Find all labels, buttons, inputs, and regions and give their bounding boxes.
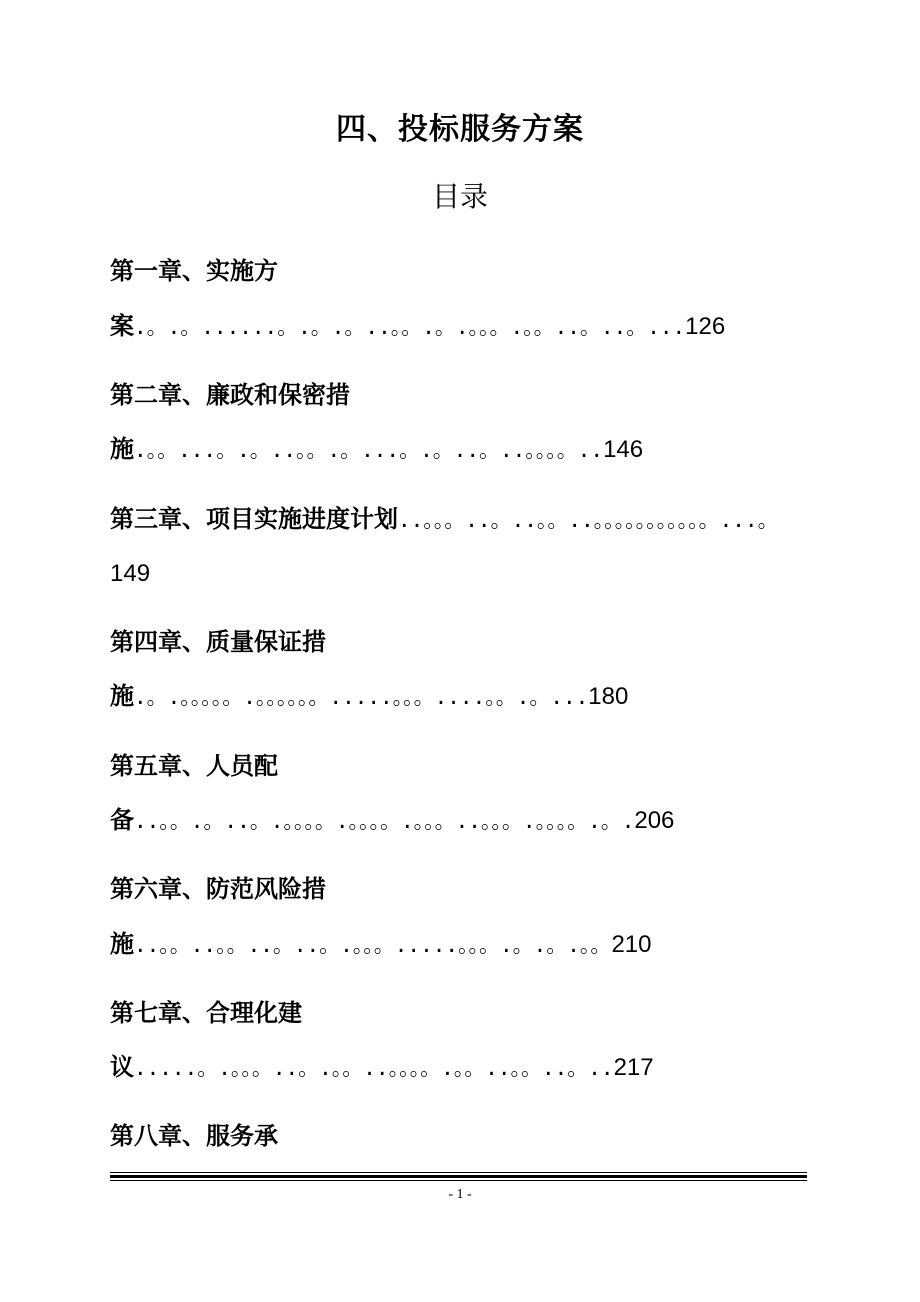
toc-entry-lead: 案	[110, 311, 134, 340]
toc-heading-5: 第五章、人员配	[110, 751, 278, 780]
toc-page-number: 149	[110, 560, 151, 587]
toc-entry-lead: 施	[110, 929, 134, 958]
footer-rule	[110, 1175, 807, 1178]
toc-page-number: 206	[634, 807, 675, 834]
toc-heading-4: 第四章、质量保证措	[110, 627, 326, 656]
toc-entry-lead: 议	[110, 1052, 134, 1081]
toc-leader-dots: ..。。..。。..。..。.。。。.....。。。.。.。.。。	[134, 933, 612, 957]
toc-entry-1-continuation	[110, 310, 725, 343]
toc-title: 目录	[431, 180, 488, 213]
footer-page-number: - 1 -	[448, 1187, 472, 1202]
toc-heading-2: 第二章、廉政和保密措	[110, 380, 350, 409]
toc-leader-dots: ..。。.。..。.。。。。.。。。。.。。。..。。。.。。。。.。.	[134, 809, 635, 833]
toc-heading-3-text: 第三章、项目实施进度计划	[110, 504, 398, 533]
toc-heading-8: 第八章、服务承	[110, 1121, 278, 1150]
toc-page-number: 180	[588, 683, 629, 710]
toc-heading-7: 第七章、合理化建	[110, 998, 302, 1027]
toc-entry-7-continuation	[110, 1051, 654, 1084]
toc-page-number: 217	[613, 1054, 654, 1081]
toc-leader-dots: .....。.。。。..。.。。..。。。。.。。..。。..。..	[134, 1056, 614, 1080]
toc-leader-dots: .。。...。.。..。。.。...。.。..。..。。。。..	[134, 438, 604, 462]
toc-page-number: 146	[603, 436, 644, 463]
toc-entry-2-continuation	[110, 433, 643, 466]
toc-page-number: 126	[685, 313, 726, 340]
toc-heading-3	[110, 503, 779, 536]
toc-entry-lead: 备	[110, 805, 134, 834]
toc-heading-6: 第六章、防范风险措	[110, 874, 326, 903]
toc-entry-5-continuation	[110, 804, 674, 837]
footer-rule	[110, 1180, 807, 1181]
footer-rule	[110, 1172, 807, 1173]
toc-leader-dots: .。.。。。。。.。。。。。。.....。。。....。。.。...	[134, 685, 589, 709]
toc-entry-6-continuation	[110, 928, 651, 961]
toc-leader-dots: ..。。。..。..。。..。。。。。。。。。。。...。	[398, 508, 779, 532]
toc-entry-lead: 施	[110, 681, 134, 710]
toc-leader-dots: .。.。......。.。.。..。。.。.。。。.。。..。..。...	[134, 315, 686, 339]
toc-entry-3-continuation	[110, 557, 150, 590]
toc-entry-4-continuation	[110, 680, 628, 713]
toc-heading-1: 第一章、实施方	[110, 256, 278, 285]
document-title: 四、投标服务方案	[336, 112, 584, 147]
toc-page-number: 210	[611, 931, 652, 958]
toc-entry-lead: 施	[110, 434, 134, 463]
